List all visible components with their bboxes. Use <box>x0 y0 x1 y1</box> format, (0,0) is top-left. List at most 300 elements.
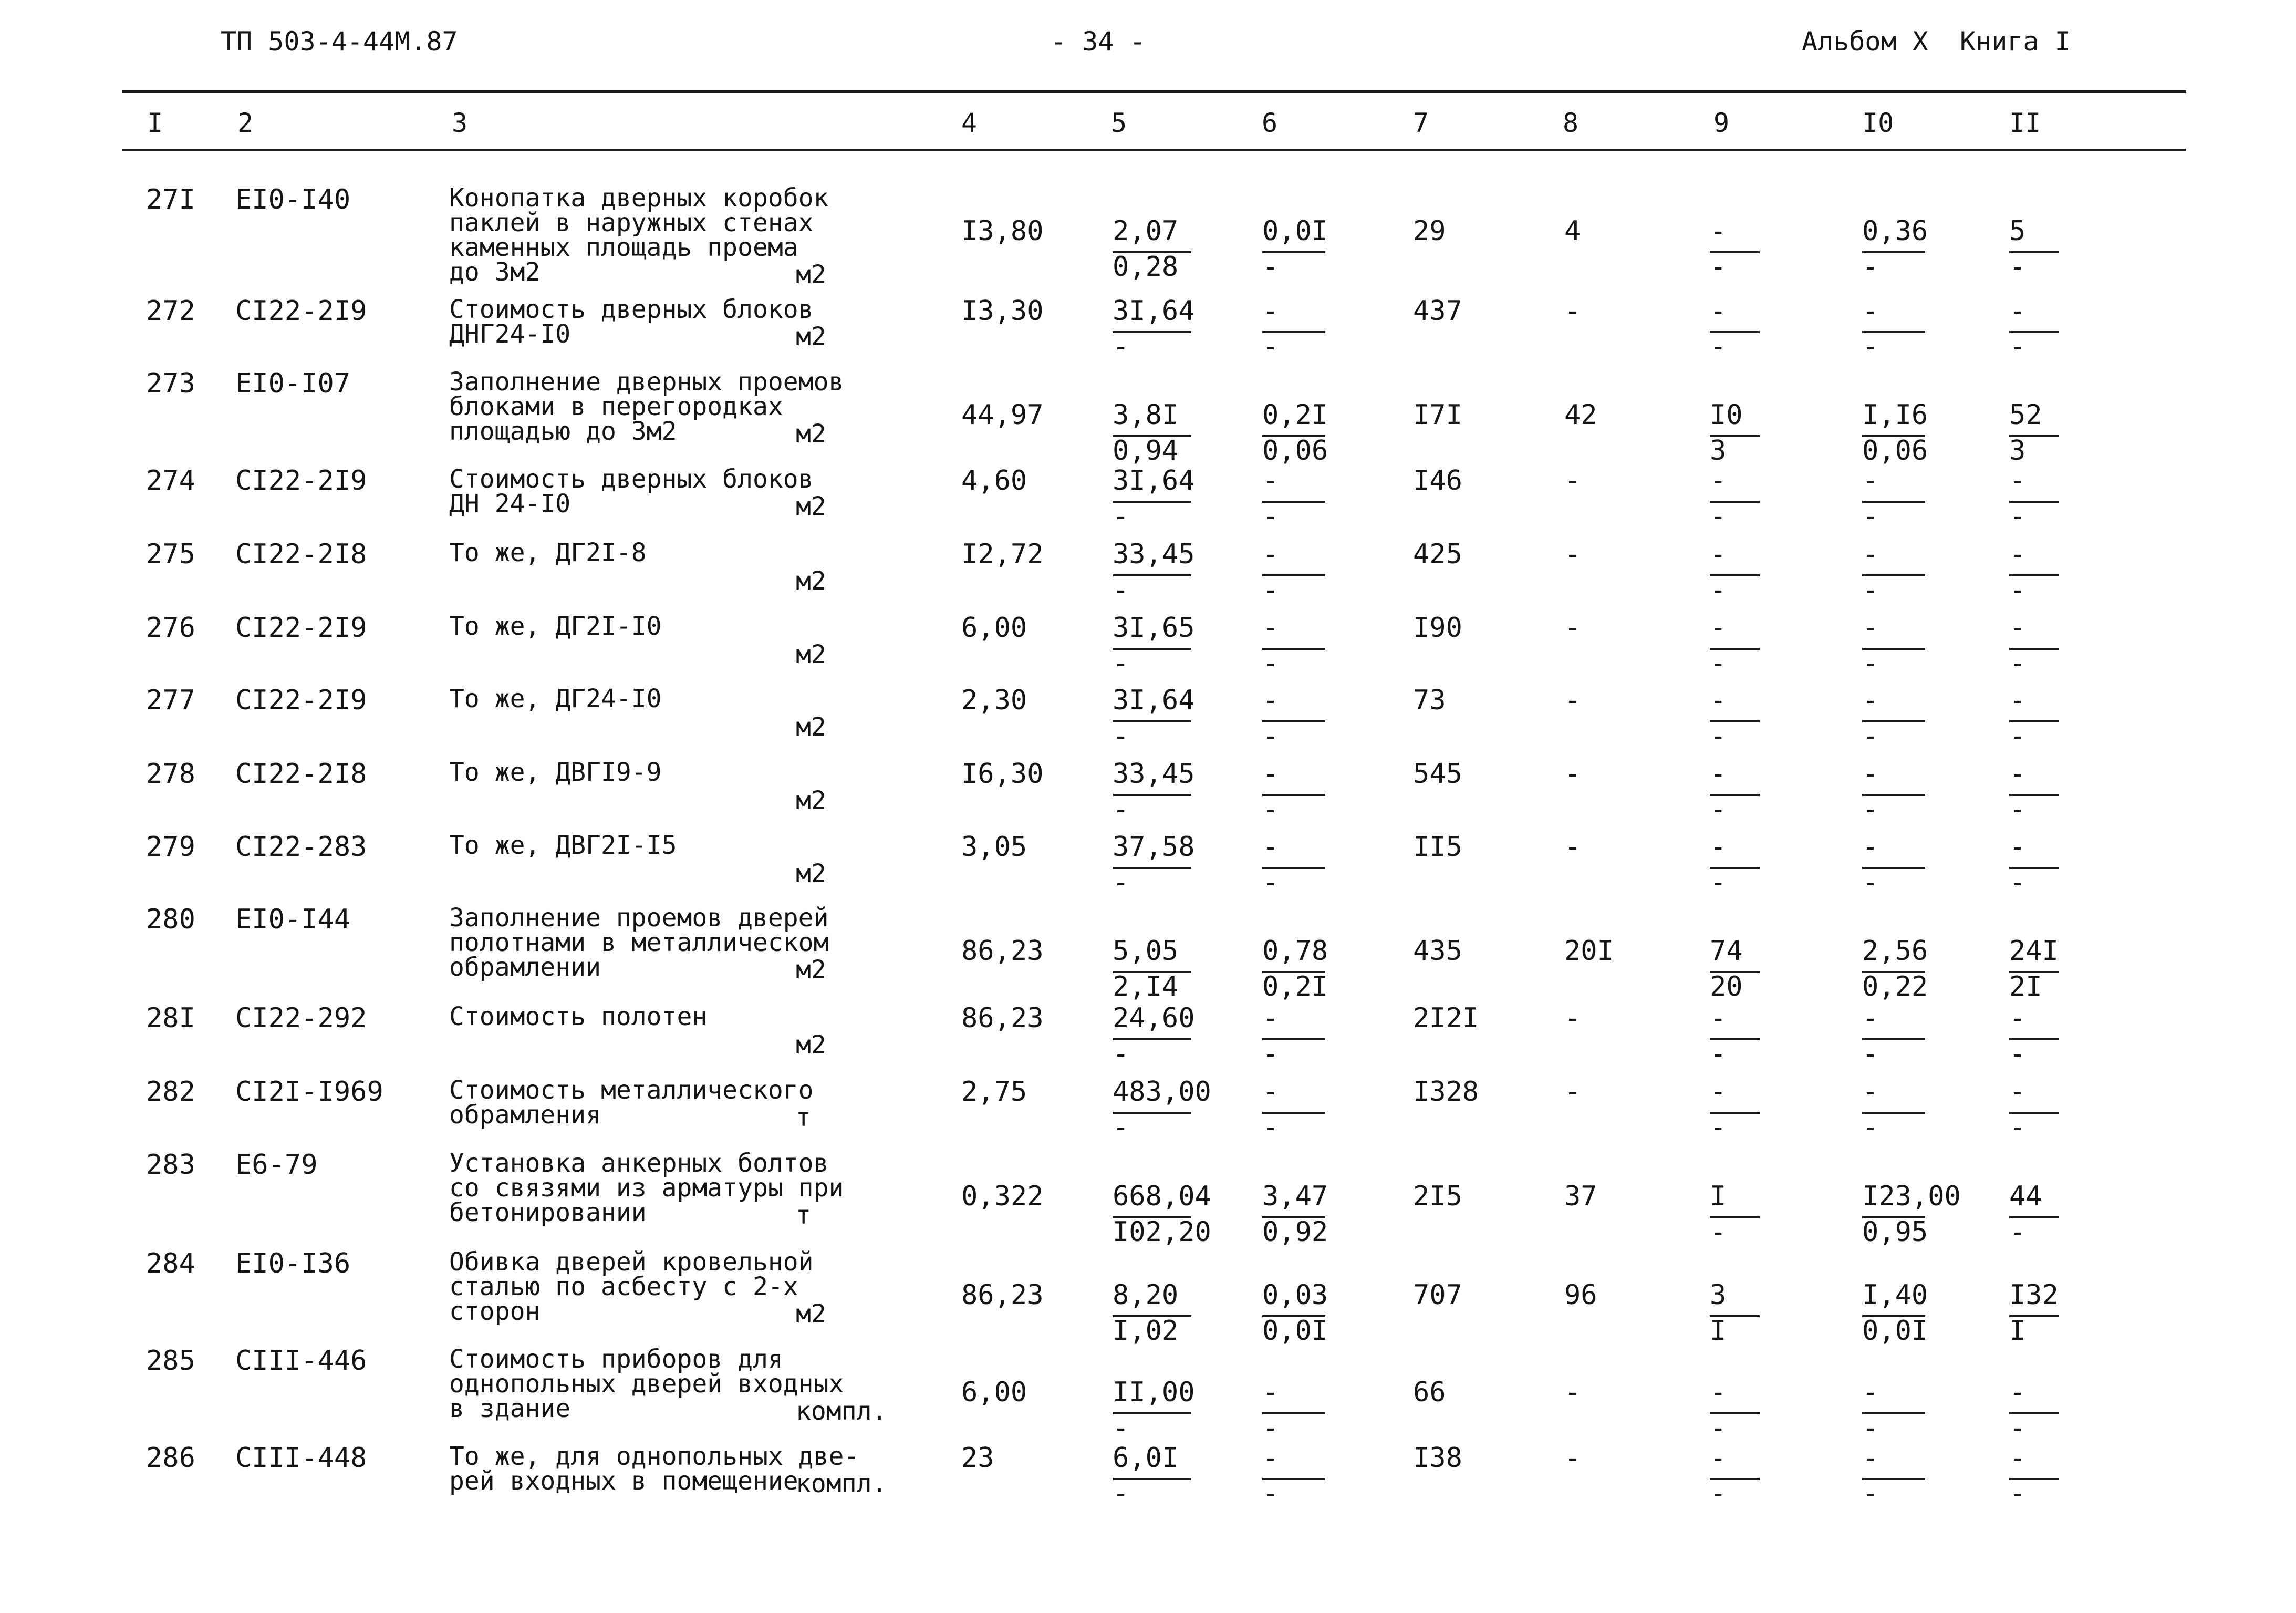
description-line: То же, ДГ24-I0 <box>449 684 662 714</box>
fraction-numerator: - <box>1710 1377 1727 1408</box>
fraction-numerator: I23,00 <box>1862 1181 1961 1212</box>
fraction-cell-c11 <box>2009 935 2125 1004</box>
column-8-value: - <box>1564 539 1581 570</box>
unit-of-measure: м2 <box>796 260 826 289</box>
doc-code: ТП 503-4-44М.87 <box>221 26 458 57</box>
description-line: Конопатка дверных коробок <box>449 183 829 213</box>
rate-code: CI22-2I8 <box>235 758 367 790</box>
fraction-cell-c10 <box>1862 1279 1978 1348</box>
row-number: 28I <box>146 1002 195 1034</box>
unit-of-measure: м2 <box>796 955 826 985</box>
fraction-cell-c9 <box>1710 1076 1825 1144</box>
description-line: Стоимость металлического <box>449 1076 814 1105</box>
column-number-5: 5 <box>1111 108 1127 138</box>
unit-of-measure: м2 <box>796 712 826 742</box>
fraction-denominator: 2,I4 <box>1113 971 1179 1002</box>
row-number: 27I <box>146 184 195 215</box>
fraction-cell-c9 <box>1710 1442 1825 1511</box>
fraction-denominator: I <box>1710 1315 1727 1347</box>
fraction-denominator: 0,0I <box>1862 1315 1928 1347</box>
description-line: Заполнение проемов дверей <box>449 903 829 933</box>
description-line: То же, ДВГI9-9 <box>449 758 662 787</box>
description-line: Заполнение дверных проемов <box>449 367 844 397</box>
fraction-cell-c5 <box>1113 295 1228 364</box>
work-description <box>449 760 662 785</box>
unit-of-measure: м2 <box>796 640 826 669</box>
description-line: в здание <box>449 1394 571 1423</box>
work-description <box>449 367 844 446</box>
fraction-numerator: 0,36 <box>1862 215 1928 247</box>
fraction-cell-c6 <box>1262 1076 1378 1144</box>
fraction-numerator: - <box>2009 612 2026 644</box>
fraction-denominator: - <box>2009 1412 2026 1444</box>
quantity: I6,30 <box>961 758 1044 790</box>
fraction-denominator: - <box>1262 574 1279 606</box>
fraction-cell-c9 <box>1710 685 1825 753</box>
column-7-value: 707 <box>1413 1279 1462 1311</box>
description-line: То же, ДГ2I-8 <box>449 538 647 567</box>
work-description <box>449 1347 844 1421</box>
description-line: ДНГ24-I0 <box>449 319 571 349</box>
rate-code: CI22-2I9 <box>235 295 367 327</box>
fraction-denominator: - <box>1113 331 1129 363</box>
description-line: Стоимость дверных блоков <box>449 295 814 324</box>
unit-of-measure: компл. <box>796 1397 887 1426</box>
column-7-value: 435 <box>1413 935 1462 967</box>
column-number-6: 6 <box>1262 108 1278 138</box>
fraction-numerator: I <box>1710 1181 1727 1212</box>
fraction-cell-c6 <box>1262 399 1378 468</box>
fraction-numerator: - <box>1710 612 1727 644</box>
quantity: I2,72 <box>961 539 1044 570</box>
fraction-numerator: - <box>1262 758 1279 790</box>
fraction-denominator: I02,20 <box>1113 1216 1211 1248</box>
row-number: 283 <box>146 1149 195 1181</box>
unit-of-measure: м2 <box>796 1030 826 1060</box>
fraction-denominator: - <box>1113 501 1129 532</box>
column-7-value: 2I5 <box>1413 1181 1462 1212</box>
fraction-numerator: I32 <box>2009 1279 2059 1311</box>
fraction-numerator: - <box>1262 295 1279 327</box>
quantity: I3,30 <box>961 295 1044 327</box>
fraction-numerator: - <box>2009 1377 2026 1408</box>
fraction-cell-c9 <box>1710 539 1825 607</box>
fraction-denominator: - <box>1710 1216 1727 1248</box>
row-number: 279 <box>146 831 195 863</box>
description-line: бетонировании <box>449 1198 647 1227</box>
fraction-numerator: - <box>1862 831 1879 863</box>
fraction-cell-c11 <box>2009 1442 2125 1511</box>
fraction-denominator: - <box>1862 1478 1879 1509</box>
work-description <box>449 684 662 714</box>
column-7-value: I328 <box>1413 1076 1479 1108</box>
fraction-numerator: - <box>2009 295 2026 327</box>
fraction-cell-c6 <box>1262 1181 1378 1249</box>
column-7-value: 73 <box>1413 685 1446 716</box>
fraction-cell-c11 <box>2009 612 2125 680</box>
fraction-denominator: - <box>2009 794 2026 825</box>
fraction-numerator: - <box>1862 1377 1879 1408</box>
work-description <box>449 614 662 639</box>
column-8-value: - <box>1564 612 1581 644</box>
row-number: 274 <box>146 465 195 497</box>
fraction-cell-c9 <box>1710 465 1825 533</box>
fraction-denominator: - <box>1710 251 1727 283</box>
fraction-denominator: - <box>1113 1112 1129 1143</box>
column-8-value: - <box>1564 758 1581 790</box>
fraction-numerator: 2,07 <box>1113 215 1179 247</box>
fraction-numerator: 6,0I <box>1113 1442 1179 1474</box>
fraction-numerator: - <box>1262 1002 1279 1034</box>
fraction-denominator: 0,06 <box>1862 435 1928 467</box>
column-8-value: 42 <box>1564 399 1597 431</box>
fraction-cell-c9 <box>1710 831 1825 899</box>
fraction-denominator: - <box>1862 648 1879 679</box>
fraction-denominator: - <box>1862 331 1879 363</box>
fraction-denominator: - <box>2009 1038 2026 1070</box>
fraction-denominator: I <box>2009 1315 2026 1347</box>
column-number-2: 2 <box>237 108 254 138</box>
fraction-cell-c11 <box>2009 1279 2125 1348</box>
rate-code: CI22-2I9 <box>235 465 367 497</box>
column-7-value: 2I2I <box>1413 1002 1479 1034</box>
fraction-denominator: - <box>1710 1038 1727 1070</box>
column-number-11: II <box>2009 108 2041 138</box>
fraction-cell-c6 <box>1262 831 1378 899</box>
unit-of-measure: м2 <box>796 859 826 888</box>
fraction-numerator: 3,47 <box>1262 1181 1328 1212</box>
fraction-cell-c5 <box>1113 1181 1228 1249</box>
fraction-denominator: 3 <box>1710 435 1727 467</box>
fraction-denominator: - <box>1862 867 1879 898</box>
unit-of-measure: м2 <box>796 492 826 521</box>
page-number: - 34 - <box>1051 26 1146 57</box>
fraction-denominator: - <box>2009 867 2026 898</box>
fraction-denominator: 20 <box>1710 971 1743 1002</box>
fraction-denominator: - <box>1262 251 1279 283</box>
fraction-numerator: - <box>2009 539 2026 570</box>
fraction-denominator: - <box>1862 794 1879 825</box>
fraction-cell-c10 <box>1862 831 1978 899</box>
row-number: 277 <box>146 685 195 716</box>
fraction-denominator: - <box>1113 794 1129 825</box>
fraction-cell-c6 <box>1262 215 1378 284</box>
fraction-denominator: - <box>1262 501 1279 532</box>
column-7-value: I7I <box>1413 399 1462 431</box>
work-description <box>449 297 814 347</box>
column-8-value: 37 <box>1564 1181 1597 1212</box>
work-description <box>449 1151 844 1225</box>
column-8-value: - <box>1564 1076 1581 1108</box>
fraction-denominator: - <box>1262 1478 1279 1509</box>
column-8-value: - <box>1564 1002 1581 1034</box>
description-line: обрамлении <box>449 953 601 982</box>
fraction-numerator: - <box>1710 215 1727 247</box>
description-line: Стоимость дверных блоков <box>449 464 814 494</box>
fraction-denominator: - <box>2009 501 2026 532</box>
description-line: То же, для однопольных две- <box>449 1442 859 1471</box>
fraction-numerator: - <box>1710 1442 1727 1474</box>
fraction-cell-c10 <box>1862 465 1978 533</box>
column-8-value: - <box>1564 1377 1581 1408</box>
fraction-denominator: - <box>1262 1112 1279 1143</box>
fraction-cell-c6 <box>1262 1279 1378 1348</box>
fraction-cell-c11 <box>2009 1377 2125 1445</box>
fraction-numerator: - <box>2009 758 2026 790</box>
table-header-rule <box>122 149 2186 151</box>
fraction-denominator: - <box>1262 720 1279 752</box>
fraction-denominator: - <box>1862 1412 1879 1444</box>
fraction-cell-c6 <box>1262 758 1378 826</box>
column-number-1: I <box>147 108 163 138</box>
description-line: блоками в перегородках <box>449 392 783 421</box>
description-line: То же, ДГ2I-I0 <box>449 612 662 641</box>
row-number: 284 <box>146 1248 195 1279</box>
column-number-10: I0 <box>1862 108 1894 138</box>
fraction-cell-c5 <box>1113 935 1228 1004</box>
fraction-numerator: 24,60 <box>1113 1002 1195 1034</box>
fraction-numerator: - <box>1710 758 1727 790</box>
fraction-denominator: - <box>1710 794 1727 825</box>
fraction-numerator: - <box>1710 465 1727 497</box>
description-line: обрамления <box>449 1100 601 1130</box>
fraction-cell-c9 <box>1710 295 1825 364</box>
fraction-cell-c5 <box>1113 612 1228 680</box>
fraction-cell-c11 <box>2009 685 2125 753</box>
fraction-cell-c9 <box>1710 1002 1825 1071</box>
fraction-numerator: 24I <box>2009 935 2059 967</box>
fraction-cell-c6 <box>1262 935 1378 1004</box>
column-8-value: - <box>1564 831 1581 863</box>
fraction-cell-c10 <box>1862 1442 1978 1511</box>
fraction-denominator: - <box>1710 720 1727 752</box>
quantity: 4,60 <box>961 465 1027 497</box>
fraction-denominator: - <box>2009 1112 2026 1143</box>
fraction-denominator: 0,22 <box>1862 971 1928 1002</box>
fraction-cell-c9 <box>1710 399 1825 468</box>
column-7-value: 437 <box>1413 295 1462 327</box>
fraction-cell-c5 <box>1113 758 1228 826</box>
fraction-numerator: 3I,64 <box>1113 295 1195 327</box>
fraction-cell-c5 <box>1113 1076 1228 1144</box>
quantity: 2,30 <box>961 685 1027 716</box>
unit-of-measure: компл. <box>796 1469 887 1498</box>
fraction-denominator: - <box>1113 1038 1129 1070</box>
table-top-rule <box>122 90 2186 93</box>
row-number: 282 <box>146 1076 195 1108</box>
fraction-numerator: - <box>1862 295 1879 327</box>
fraction-denominator: 0,95 <box>1862 1216 1928 1248</box>
fraction-denominator: 0,28 <box>1113 251 1179 283</box>
fraction-denominator: 0,94 <box>1113 435 1179 467</box>
fraction-denominator: - <box>1862 574 1879 606</box>
fraction-cell-c5 <box>1113 1279 1228 1348</box>
fraction-numerator: - <box>1262 539 1279 570</box>
column-number-9: 9 <box>1713 108 1730 138</box>
fraction-numerator: - <box>1710 1002 1727 1034</box>
fraction-numerator: 0,2I <box>1262 399 1328 431</box>
fraction-cell-c5 <box>1113 399 1228 468</box>
fraction-numerator: - <box>1862 758 1879 790</box>
fraction-denominator: - <box>2009 251 2026 283</box>
column-number-4: 4 <box>961 108 978 138</box>
fraction-denominator: 3 <box>2009 435 2026 467</box>
rate-code: EI0-I07 <box>235 368 351 399</box>
column-7-value: I46 <box>1413 465 1462 497</box>
fraction-cell-c6 <box>1262 295 1378 364</box>
fraction-cell-c11 <box>2009 295 2125 364</box>
fraction-cell-c6 <box>1262 612 1378 680</box>
row-number: 273 <box>146 368 195 399</box>
fraction-denominator: - <box>2009 331 2026 363</box>
fraction-denominator: - <box>1113 1412 1129 1444</box>
description-line: ДН 24-I0 <box>449 489 571 519</box>
fraction-denominator: - <box>2009 648 2026 679</box>
row-number: 272 <box>146 295 195 327</box>
rate-code: CIII-446 <box>235 1345 367 1377</box>
description-line: Установка анкерных болтов <box>449 1149 829 1178</box>
fraction-cell-c6 <box>1262 539 1378 607</box>
fraction-numerator: - <box>2009 685 2026 716</box>
fraction-numerator: - <box>1710 831 1727 863</box>
unit-of-measure: м2 <box>796 1299 826 1329</box>
fraction-numerator: - <box>1262 1076 1279 1108</box>
fraction-numerator: 3 <box>1710 1279 1727 1311</box>
fraction-cell-c5 <box>1113 1442 1228 1511</box>
fraction-numerator: 5,05 <box>1113 935 1179 967</box>
fraction-numerator: - <box>1862 1076 1879 1108</box>
fraction-cell-c11 <box>2009 465 2125 533</box>
fraction-cell-c10 <box>1862 758 1978 826</box>
row-number: 285 <box>146 1345 195 1377</box>
fraction-denominator: - <box>1262 794 1279 825</box>
column-number-3: 3 <box>452 108 468 138</box>
fraction-numerator: - <box>1262 831 1279 863</box>
fraction-cell-c11 <box>2009 1076 2125 1144</box>
fraction-denominator: - <box>1710 1112 1727 1143</box>
fraction-numerator: 3I,64 <box>1113 465 1195 497</box>
fraction-cell-c11 <box>2009 758 2125 826</box>
fraction-numerator: 668,04 <box>1113 1181 1211 1212</box>
fraction-cell-c10 <box>1862 399 1978 468</box>
fraction-cell-c10 <box>1862 295 1978 364</box>
fraction-denominator: - <box>1710 1412 1727 1444</box>
fraction-numerator: - <box>2009 831 2026 863</box>
unit-of-measure: м2 <box>796 786 826 815</box>
column-7-value: II5 <box>1413 831 1462 863</box>
fraction-numerator: I0 <box>1710 399 1743 431</box>
fraction-numerator: 3,8I <box>1113 399 1179 431</box>
description-line: каменных площадь проема <box>449 233 798 262</box>
fraction-cell-c5 <box>1113 539 1228 607</box>
column-8-value: - <box>1564 1442 1581 1474</box>
column-7-value: 29 <box>1413 215 1446 247</box>
fraction-numerator: - <box>1862 1442 1879 1474</box>
fraction-denominator: - <box>1113 867 1129 898</box>
fraction-denominator: - <box>1113 1478 1129 1509</box>
rate-code: EI0-I36 <box>235 1248 351 1279</box>
fraction-cell-c5 <box>1113 465 1228 533</box>
fraction-denominator: - <box>1862 1038 1879 1070</box>
quantity: 6,00 <box>961 1377 1027 1408</box>
fraction-numerator: - <box>1262 465 1279 497</box>
column-8-value: 20I <box>1564 935 1614 967</box>
fraction-cell-c10 <box>1862 1377 1978 1445</box>
description-line: сталью по асбесту с 2-х <box>449 1272 798 1301</box>
fraction-denominator: - <box>1862 501 1879 532</box>
fraction-numerator: 0,0I <box>1262 215 1328 247</box>
description-line: Стоимость приборов для <box>449 1345 783 1374</box>
fraction-denominator: - <box>1710 648 1727 679</box>
unit-of-measure: м2 <box>796 566 826 596</box>
fraction-cell-c5 <box>1113 1002 1228 1071</box>
description-line: То же, ДВГ2I-I5 <box>449 831 677 860</box>
fraction-cell-c10 <box>1862 612 1978 680</box>
description-line: до 3м2 <box>449 257 541 287</box>
fraction-numerator: - <box>2009 1002 2026 1034</box>
fraction-denominator: 0,2I <box>1262 971 1328 1002</box>
rate-code: CI2I-I969 <box>235 1076 383 1108</box>
fraction-cell-c6 <box>1262 465 1378 533</box>
fraction-denominator: - <box>1262 867 1279 898</box>
fraction-numerator: - <box>2009 465 2026 497</box>
row-number: 276 <box>146 612 195 644</box>
description-line: Обивка дверей кровельной <box>449 1247 814 1277</box>
work-description <box>449 1078 814 1128</box>
fraction-numerator: - <box>1262 612 1279 644</box>
column-7-value: 425 <box>1413 539 1462 570</box>
fraction-numerator: - <box>2009 1076 2026 1108</box>
quantity: I3,80 <box>961 215 1044 247</box>
fraction-cell-c9 <box>1710 1279 1825 1348</box>
fraction-cell-c10 <box>1862 1181 1978 1249</box>
fraction-numerator: - <box>1862 539 1879 570</box>
rate-code: CIII-448 <box>235 1442 367 1474</box>
fraction-denominator: - <box>1710 501 1727 532</box>
rate-code: CI22-2I9 <box>235 612 367 644</box>
fraction-denominator: - <box>2009 574 2026 606</box>
fraction-cell-c6 <box>1262 1002 1378 1071</box>
fraction-denominator: 0,06 <box>1262 435 1328 467</box>
fraction-cell-c6 <box>1262 1442 1378 1511</box>
album-book: Альбом X Книга I <box>1802 26 2071 57</box>
description-line: полотнами в металлическом <box>449 928 829 957</box>
description-line: площадью до 3м2 <box>449 417 677 446</box>
fraction-numerator: 0,03 <box>1262 1279 1328 1311</box>
column-number-8: 8 <box>1563 108 1579 138</box>
fraction-numerator: 33,45 <box>1113 758 1195 790</box>
fraction-cell-c9 <box>1710 758 1825 826</box>
fraction-denominator: - <box>1710 331 1727 363</box>
rate-code: CI22-292 <box>235 1002 367 1034</box>
fraction-numerator: 2,56 <box>1862 935 1928 967</box>
fraction-numerator: 37,58 <box>1113 831 1195 863</box>
work-description <box>449 183 829 287</box>
row-number: 280 <box>146 904 195 935</box>
fraction-numerator: - <box>1262 1377 1279 1408</box>
fraction-numerator: 483,00 <box>1113 1076 1211 1108</box>
fraction-denominator: - <box>1710 867 1727 898</box>
fraction-denominator: - <box>1113 720 1129 752</box>
fraction-denominator: - <box>1262 648 1279 679</box>
fraction-denominator: - <box>1862 251 1879 283</box>
fraction-numerator: 44 <box>2009 1181 2042 1212</box>
fraction-numerator: 3I,64 <box>1113 685 1195 716</box>
unit-of-measure: т <box>796 1103 811 1132</box>
column-8-value: 96 <box>1564 1279 1597 1311</box>
unit-of-measure: т <box>796 1201 811 1230</box>
fraction-cell-c9 <box>1710 1377 1825 1445</box>
